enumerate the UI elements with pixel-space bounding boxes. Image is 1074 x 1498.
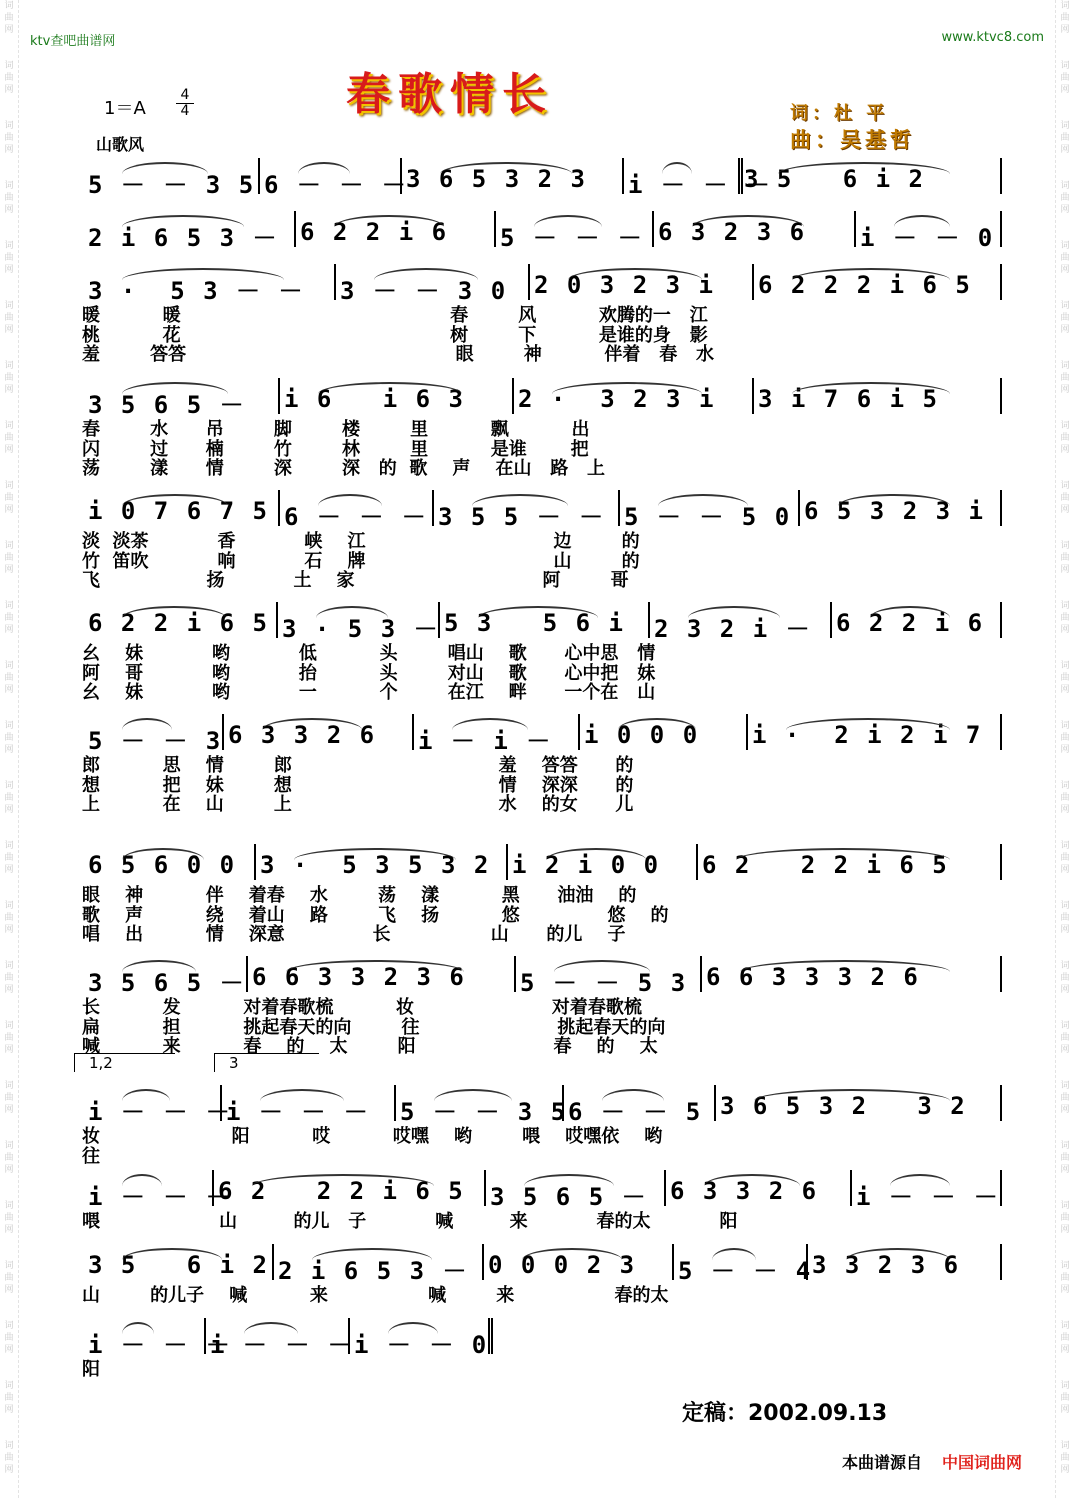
slur-arc — [334, 215, 444, 227]
measure-notes: 2 0 3 2 3 i — [534, 271, 715, 299]
watermark-text: 词 曲 网 — [4, 1441, 14, 1475]
bar-line — [1000, 378, 1002, 414]
bar-line — [1000, 1085, 1002, 1121]
measure-notes: 3 5 5 － － — [438, 503, 606, 531]
lyric-verse-line: 郎 思 情 郎 羞 答答 的 — [82, 755, 634, 776]
slur-arc — [122, 215, 244, 227]
watermark-text: 词 曲 网 — [1060, 301, 1070, 335]
slur-arc — [786, 718, 950, 730]
slur-arc — [890, 1174, 950, 1186]
bar-line — [438, 602, 440, 638]
bar-line — [514, 956, 516, 992]
slur-arc — [870, 606, 950, 618]
watermark-text: 词 曲 网 — [4, 661, 14, 695]
bar-line — [746, 714, 748, 750]
meter-numerator: 4 — [176, 88, 194, 104]
composer-credit: 曲：吴基哲 — [790, 127, 915, 152]
measure-notes: 5 － － 5 0 — [624, 503, 792, 531]
measure-notes: 3 · 5 3 － — [282, 615, 440, 643]
watermark-text: 词 曲 网 — [1060, 661, 1070, 695]
bar-line — [854, 211, 856, 247]
notes-row — [82, 846, 1006, 886]
bar-line — [432, 490, 434, 526]
lyric-verse-line: 长 发 对着春歌梳 妆 对着春歌梳 — [82, 997, 642, 1018]
slur-arc — [546, 848, 646, 860]
site-link-right[interactable]: www.ktvc8.com — [941, 30, 1044, 45]
slur-arc — [122, 606, 226, 618]
measure-notes: 6 6 3 3 2 3 6 — [252, 963, 466, 991]
notes-row — [82, 1246, 1006, 1286]
key-signature: 1＝A — [104, 98, 146, 119]
measure-notes: 6 6 3 3 3 2 6 — [706, 963, 920, 991]
slur-arc — [122, 268, 284, 280]
bar-line — [622, 158, 624, 194]
right-watermark-strip — [1055, 0, 1074, 1498]
measure-notes: 5 － － 3 5 — [400, 1098, 568, 1126]
bar-line — [1000, 490, 1002, 526]
slur-arc — [754, 1089, 950, 1101]
lyric-verse-line: 扁 担 挑起春天的向 往 挑起春天的向 — [82, 1016, 666, 1038]
watermark-text: 词 曲 网 — [4, 361, 14, 395]
watermark-text: 词 曲 网 — [4, 961, 14, 995]
slur-arc — [602, 1089, 664, 1101]
measure-notes: i － － － — [88, 1098, 232, 1126]
slur-arc — [792, 268, 950, 280]
bar-line — [738, 158, 743, 194]
slur-arc — [316, 606, 388, 618]
watermark-text: 词 曲 网 — [1060, 1441, 1070, 1475]
measure-notes: 6 3 3 2 6 — [670, 1177, 819, 1205]
slur-arc — [374, 268, 478, 280]
watermark-text: 词 曲 网 — [1060, 361, 1070, 395]
meter-denominator: 4 — [180, 103, 190, 119]
bar-line — [798, 490, 800, 526]
volta-bracket-second: 3 — [214, 1053, 319, 1072]
song-title: 春歌情长 — [346, 69, 554, 120]
bar-line — [562, 1085, 564, 1121]
watermark-text: 词 曲 网 — [4, 541, 14, 575]
slur-arc — [244, 1322, 298, 1334]
notes-row — [82, 380, 1006, 420]
bar-line — [272, 1244, 274, 1280]
slur-arc — [122, 960, 196, 972]
measure-notes: i － － － — [88, 1183, 232, 1211]
lyric-verse-line: 上 在 山 上 水 的女 儿 — [82, 794, 634, 815]
bar-line — [1000, 1170, 1002, 1206]
site-link-left[interactable]: ktv查吧曲谱网 — [30, 34, 116, 49]
measure-notes: 3 5 6 5 － — [88, 969, 246, 997]
watermark-text: 词 曲 网 — [4, 301, 14, 335]
measure-notes: 3 · 5 3 5 3 2 — [260, 851, 491, 879]
slur-arc — [658, 494, 748, 506]
finalized-date: 定稿：2002.09.13 — [682, 1401, 888, 1426]
slur-arc — [312, 1248, 432, 1260]
lyric-verse-line: 飞 扬 土 家 阿 哥 — [82, 570, 629, 591]
watermark-text: 词 曲 网 — [4, 241, 14, 275]
source-label: 本曲谱源自 — [842, 1453, 923, 1472]
slur-arc — [298, 162, 350, 174]
watermark-text: 词 曲 网 — [4, 1381, 14, 1415]
bar-line — [806, 1244, 808, 1280]
bar-line — [204, 1318, 206, 1354]
watermark-text: 词 曲 网 — [4, 721, 14, 755]
watermark-text: 词 曲 网 — [1060, 781, 1070, 815]
slur-arc — [534, 215, 602, 227]
watermark-text: 词 曲 网 — [4, 1201, 14, 1235]
slur-arc — [262, 718, 362, 730]
bar-line — [212, 1170, 214, 1206]
measure-notes: i － － － — [856, 1183, 1000, 1211]
lyric-verse-line: 眼 神 伴 着春 水 荡 漾 黑 油油 的 — [82, 885, 637, 906]
measure-notes: i · 2 i 2 i 7 — [752, 721, 983, 749]
bar-line — [394, 1085, 396, 1121]
watermark-text: 词 曲 网 — [4, 421, 14, 455]
bar-line — [652, 211, 654, 247]
bar-line — [400, 158, 402, 194]
watermark-text: 词 曲 网 — [4, 61, 14, 95]
measure-notes: 5 － － － — [500, 224, 644, 252]
watermark-text: 词 曲 网 — [1060, 1321, 1070, 1355]
watermark-text: 词 曲 网 — [4, 781, 14, 815]
measure-notes: 3 － － 3 0 — [340, 277, 508, 305]
lyric-verse-line: 喂 山 的儿 子 喊 来 春的太 阳 — [82, 1211, 738, 1232]
watermark-text: 词 曲 网 — [1060, 541, 1070, 575]
measure-notes: 6 － － 5 — [568, 1098, 703, 1126]
bar-line — [246, 956, 248, 992]
bar-line — [618, 490, 620, 526]
bar-line — [506, 844, 508, 880]
measure-notes: i 6 i 6 3 — [284, 385, 465, 413]
bar-line — [648, 602, 650, 638]
slur-arc — [122, 1174, 162, 1186]
lyric-verse-line: 幺 妹 哟 一 个 在江 畔 一个在 山 — [82, 682, 656, 703]
bar-line — [1000, 211, 1002, 247]
watermark-text: 词 曲 网 — [4, 121, 14, 155]
measure-notes: 5 － － 3 5 — [88, 171, 256, 199]
bar-line — [696, 844, 698, 880]
bar-line — [276, 602, 278, 638]
bar-line — [294, 211, 296, 247]
lyric-verse-line: 桃 花 树 下 是谁的身 影 — [82, 324, 708, 346]
measure-notes: i － － － — [210, 1331, 354, 1359]
measure-notes: i － － 0 — [860, 224, 995, 252]
slur-arc — [122, 1322, 154, 1334]
watermark-text: 词 曲 网 — [1060, 181, 1070, 215]
bar-line — [700, 956, 702, 992]
measure-notes: i － － 0 — [354, 1331, 489, 1359]
bar-line — [1000, 1244, 1002, 1280]
watermark-text: 词 曲 网 — [4, 1081, 14, 1115]
watermark-text: 词 曲 网 — [4, 841, 14, 875]
bar-line — [484, 1170, 486, 1206]
lyric-verse-line: 想 把 妹 想 情 深深 的 — [82, 774, 634, 796]
bar-line — [1000, 602, 1002, 638]
notes-row — [82, 716, 1006, 756]
bar-line — [528, 264, 530, 300]
watermark-text: 词 曲 网 — [1060, 421, 1070, 455]
watermark-text: 词 曲 网 — [4, 1141, 14, 1175]
slur-arc — [440, 162, 572, 174]
measure-notes: 2 3 2 i － — [654, 615, 812, 643]
lyric-verse-line: 喊 来 春 的 太 阳 春 的 太 — [82, 1036, 658, 1057]
watermark-text: 词 曲 网 — [4, 1321, 14, 1355]
measure-notes: 5 － － 5 3 — [520, 969, 688, 997]
bar-line — [512, 378, 514, 414]
watermark-text: 词 曲 网 — [4, 181, 14, 215]
lyric-verse-line: 暖 暖 春 风 欢腾的一 江 — [82, 305, 708, 326]
notes-row — [82, 604, 1006, 644]
slur-arc — [838, 494, 950, 506]
lyric-verse-line: 往 — [82, 1145, 100, 1167]
bar-line — [220, 1085, 222, 1121]
slur-arc — [618, 718, 696, 730]
lyric-verse-line: 唱 出 情 深意 长 山 的儿 子 — [82, 924, 626, 945]
bar-line — [664, 1170, 666, 1206]
lyric-verse-line: 山 的儿子 喊 来 喊 来 春的太 — [82, 1285, 669, 1306]
bar-line — [348, 1318, 350, 1354]
volta-bracket-first: 1,2 — [74, 1053, 175, 1072]
watermark-text: 词 曲 网 — [1060, 61, 1070, 95]
bar-line — [714, 1085, 716, 1121]
measure-notes: i 2 i 0 0 — [512, 851, 661, 879]
slur-arc — [662, 162, 692, 174]
slur-arc — [122, 1089, 170, 1101]
slur-arc — [778, 162, 950, 174]
watermark-text: 词 曲 网 — [1060, 121, 1070, 155]
notes-row — [82, 1054, 1006, 1127]
bar-line — [334, 264, 336, 300]
bar-line — [1000, 264, 1002, 300]
measure-notes: 6 2 2 i 6 — [836, 609, 985, 637]
watermark-text: 词 曲 网 — [1060, 481, 1070, 515]
bar-line — [578, 714, 580, 750]
lyric-verse-line: 阳 — [82, 1359, 100, 1380]
bar-line — [672, 1244, 674, 1280]
measure-notes: 6 5 3 2 3 i — [804, 497, 985, 525]
lyric-verse-line: 羞 答答 眼 神 伴着 春 水 — [82, 344, 714, 365]
watermark-text: 词 曲 网 — [4, 601, 14, 635]
measure-notes: 3 5 6 i 2 — [744, 165, 925, 193]
slur-arc — [472, 494, 568, 506]
slur-arc — [704, 1174, 800, 1186]
measure-notes: 3 6 5 3 2 3 2 — [720, 1092, 967, 1120]
notes-row — [82, 1172, 1006, 1212]
watermark-text: 词 曲 网 — [4, 1, 14, 35]
slur-arc — [434, 1089, 512, 1101]
bar-line — [254, 844, 256, 880]
slur-arc — [712, 1248, 756, 1260]
notes-row — [82, 213, 1006, 253]
slur-arc — [736, 848, 950, 860]
watermark-text: 词 曲 网 — [4, 901, 14, 935]
watermark-text: 词 曲 网 — [1060, 1141, 1070, 1175]
slur-arc — [318, 382, 462, 394]
notes-row — [82, 160, 1006, 200]
measure-notes: 3 5 6 5 － — [490, 1183, 648, 1211]
notes-row — [82, 1320, 1006, 1360]
measure-notes: 6 － － － — [264, 171, 408, 199]
measure-notes: 3 5 6 i 2 — [88, 1251, 269, 1279]
measure-notes: 3 i 7 6 i 5 — [758, 385, 939, 413]
bar-line — [1000, 844, 1002, 880]
slur-arc — [478, 606, 598, 618]
measure-notes: 3 6 5 3 2 3 — [406, 165, 587, 193]
bar-line — [222, 714, 224, 750]
bar-line — [258, 158, 260, 194]
left-watermark-strip — [0, 0, 19, 1498]
measure-notes: 6 2 2 i 6 — [300, 218, 449, 246]
bar-line — [278, 490, 280, 526]
slur-arc — [452, 718, 528, 730]
watermark-text: 词 曲 网 — [1060, 1261, 1070, 1295]
measure-notes: 6 2 2 2 i 6 5 — [758, 271, 972, 299]
lyric-verse-line: 歌 声 绕 着山 路 飞 扬 悠 悠 的 — [82, 904, 669, 926]
slur-arc — [554, 960, 650, 972]
measure-notes: i － － － — [226, 1098, 370, 1126]
bar-line — [1000, 158, 1002, 194]
measure-notes: i 0 0 0 — [584, 721, 700, 749]
lyric-verse-line: 幺 妹 哟 低 头 唱山 歌 心中思 情 — [82, 643, 656, 664]
watermark-text: 词 曲 网 — [4, 1021, 14, 1055]
measure-notes: 2 i 6 5 3 － — [278, 1257, 469, 1285]
watermark-text: 词 曲 网 — [4, 481, 14, 515]
notes-row — [82, 958, 1006, 998]
watermark-text: 词 曲 网 — [1060, 241, 1070, 275]
lyric-verse-line: 淡 淡茶 香 峡 江 边 的 — [82, 531, 640, 552]
time-signature — [176, 88, 194, 119]
bar-line — [752, 264, 754, 300]
notes-row — [82, 266, 1006, 306]
measure-notes: 6 2 2 2 i 6 5 — [702, 851, 949, 879]
watermark-text: 词 曲 网 — [1060, 601, 1070, 635]
bar-line — [488, 1318, 493, 1354]
lyric-verse-line: 春 水 吊 脚 楼 里 飘 出 — [82, 419, 590, 440]
measure-notes: 5 － － 3 — [88, 727, 223, 755]
lyric-verse-line: 荡 漾 情 深 深 的 歌 声 在山 路 上 — [82, 458, 606, 479]
watermark-text: 词 曲 网 — [1060, 841, 1070, 875]
slur-arc — [260, 1089, 344, 1101]
measure-notes: 6 2 2 i 6 5 — [88, 609, 269, 637]
source-credit — [842, 1450, 1022, 1473]
slur-arc — [122, 382, 228, 394]
slur-arc — [568, 268, 702, 280]
slur-arc — [122, 494, 228, 506]
measure-notes: 2 i 6 5 3 － — [88, 224, 279, 252]
measure-notes: i 0 7 6 7 5 — [88, 497, 269, 525]
lyric-verse-line: 妆 阳 哎 哎嘿 哟 喂 哎嘿依 哟 — [82, 1126, 663, 1147]
slur-arc — [294, 848, 456, 860]
watermark-text: 词 曲 网 — [1060, 1201, 1070, 1235]
style-marking: 山歌风 — [96, 135, 145, 154]
slur-arc — [286, 960, 464, 972]
slur-arc — [522, 1248, 622, 1260]
slur-arc — [388, 1322, 438, 1334]
measure-notes: 6 3 3 2 6 — [228, 721, 377, 749]
measure-notes: 6 － － － — [284, 503, 428, 531]
measure-notes: 3 5 6 5 － — [88, 391, 246, 419]
measure-notes: 6 2 2 2 i 6 5 — [218, 1177, 465, 1205]
measure-notes: 6 5 6 0 0 — [88, 851, 237, 879]
measure-notes: 6 3 2 3 6 — [658, 218, 807, 246]
slur-arc — [252, 1174, 434, 1186]
measure-notes: 2 · 3 2 3 i — [518, 385, 716, 413]
slur-arc — [122, 1248, 222, 1260]
watermark-text: 词 曲 网 — [1060, 901, 1070, 935]
measure-notes: 3 3 2 3 6 — [812, 1251, 961, 1279]
slur-arc — [122, 848, 204, 860]
lyric-verse-line: 竹 笛吹 响 石 牌 山 的 — [82, 550, 640, 572]
bar-line — [850, 1170, 852, 1206]
bar-line — [482, 1244, 484, 1280]
bar-line — [752, 378, 754, 414]
watermark-text: 词 曲 网 — [1060, 1381, 1070, 1415]
bar-line — [278, 378, 280, 414]
watermark-text: 词 曲 网 — [1060, 1081, 1070, 1115]
lyric-verse-line: 闪 过 楠 竹 林 里 是谁 把 — [82, 438, 589, 460]
source-site[interactable]: 中国词曲网 — [942, 1453, 1023, 1472]
bar-line — [494, 211, 496, 247]
slur-arc — [894, 215, 950, 227]
slur-arc — [122, 162, 208, 174]
measure-notes: i － － － — [628, 171, 772, 199]
slur-arc — [524, 1174, 614, 1186]
measure-notes: i － － － — [88, 1331, 232, 1359]
bar-line — [412, 714, 414, 750]
slur-arc — [792, 382, 950, 394]
bar-line — [1000, 714, 1002, 750]
measure-notes: 5 － － 4 — [678, 1257, 813, 1285]
watermark-text: 词 曲 网 — [1060, 961, 1070, 995]
slur-arc — [318, 494, 382, 506]
notes-row — [82, 492, 1006, 532]
slur-arc — [740, 960, 950, 972]
measure-notes: 5 3 5 6 i — [444, 609, 625, 637]
watermark-text: 词 曲 网 — [1060, 721, 1070, 755]
watermark-text: 词 曲 网 — [1060, 1021, 1070, 1055]
measure-notes: 3 · 5 3 － － — [88, 277, 305, 305]
lyric-verse-line: 阿 哥 哟 抬 头 对山 歌 心中把 妹 — [82, 662, 656, 684]
bar-line — [830, 602, 832, 638]
slur-arc — [552, 382, 702, 394]
measure-notes: 0 0 0 2 3 — [488, 1251, 637, 1279]
watermark-text: 词 曲 网 — [1060, 1, 1070, 35]
watermark-text: 词 曲 网 — [4, 1261, 14, 1295]
lyricist-credit: 词：杜 平 — [790, 103, 889, 124]
slur-arc — [688, 606, 780, 618]
slur-arc — [122, 718, 172, 730]
bar-line — [1000, 956, 1002, 992]
slur-arc — [846, 1248, 950, 1260]
slur-arc — [692, 215, 804, 227]
measure-notes: i － i － — [418, 727, 553, 755]
